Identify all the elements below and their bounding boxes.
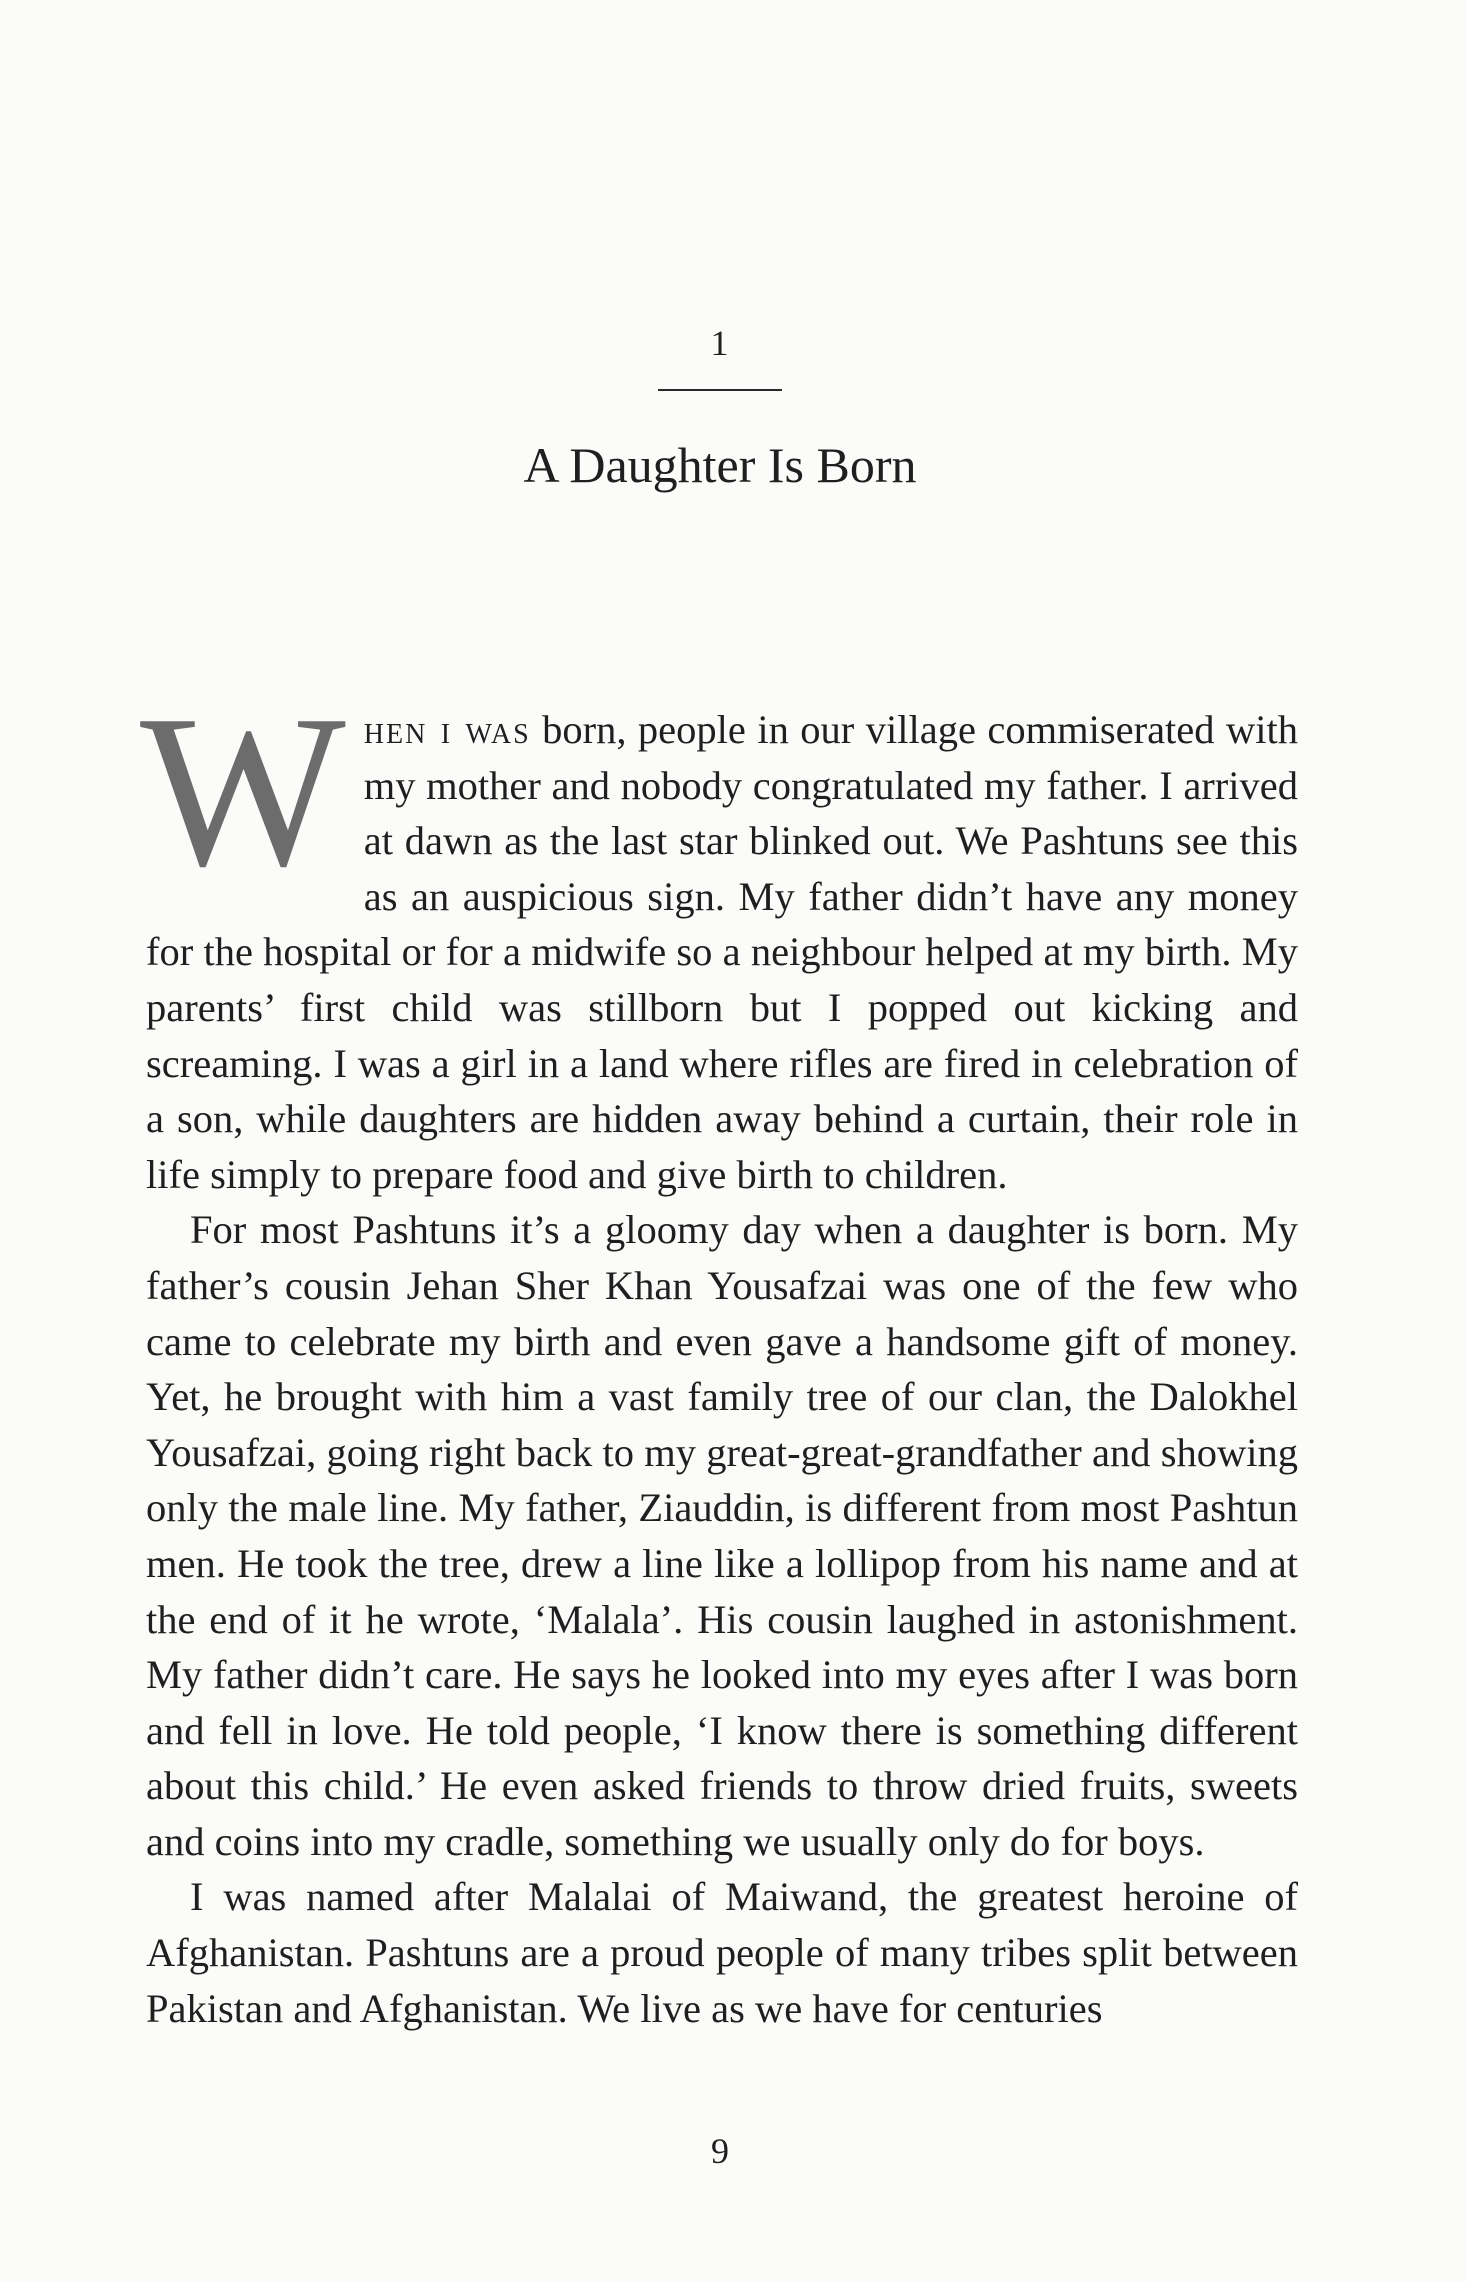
page-number: 9: [711, 2131, 729, 2171]
chapter-number: 1: [710, 323, 730, 363]
chapter-divider: [658, 389, 782, 391]
paragraph: I was named after Malalai of Maiwand, the greatest heroine of Afghanistan. Pashtuns are a proud people of many tribes split between Pakistan and Afghanistan. We live as we have for centuries: [146, 1874, 1298, 2031]
body-text: [140, 671, 1298, 2036]
opening-paragraph: [140, 671, 1298, 1202]
paragraph: For most Pashtuns it’s a gloomy day when a daughter is born. My father’s cousin Jehan Sher Khan Yousafzai was one of the few who came to celebrate my birth and even gave a handsome gift of money. Yet, he brought with him a vast family tree of our clan, the Dalokhel Yousafzai, going right back to my great-great-grandfather and showing only the male line. My father, Ziauddin, is different from most Pashtun men. He took the tree, drew a line like a lollipop from his name and at the end of it he wrote, ‘Malala’. His cousin laughed in astonishment. My father didn’t care. He says he looked into my eyes after I was born and fell in love. He told people, ‘I know there is something different about this child.’ He even asked friends to throw dried fruits, sweets and coins into my cradle, something we usually only do for boys.: [146, 1207, 1298, 1864]
drop-cap: W: [140, 671, 346, 912]
chapter-title: A Daughter Is Born: [523, 437, 917, 493]
opening-small-caps: hen i was: [363, 707, 531, 752]
opening-text: born, people in our village commiserated with my mother and nobody congratulated my father. I arrived at dawn as the last star blinked out. We Pashtuns see this as an auspicious sign. My father didn’t have any money for the hospital or for a midwife so a neighbour helped at my birth. My parents’ first child was stillborn but I popped out kicking and screaming. I was a girl in a land where rifles are fired in celebration of a son, while daughters are hidden away behind a curtain, their role in life simply to prepare food and give birth to children.: [146, 707, 1298, 1197]
